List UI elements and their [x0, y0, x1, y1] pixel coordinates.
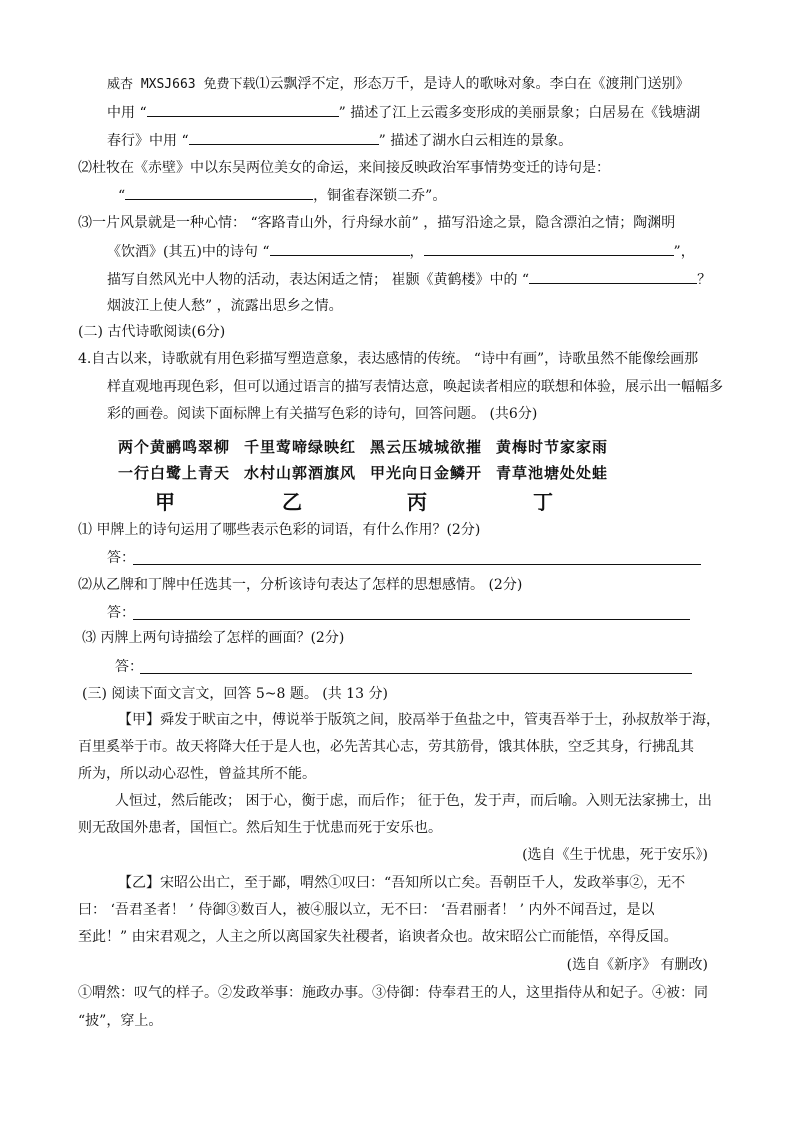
- jia-source: (选自《生于忧患，死于安乐》): [522, 847, 708, 863]
- fill-blank-2[interactable]: [189, 130, 379, 145]
- sub-question-2: ⑵从乙牌和丁牌中任选其一，分析该诗句表达了怎样的思想感情。 (2分): [78, 577, 523, 593]
- plaque-jia-line2: 一行白鹭上青天: [118, 464, 231, 482]
- q4-line3: 彩的画卷。阅读下面标牌上有关描写色彩的诗句，回答问题。 (共6分): [107, 406, 538, 422]
- q3-line5: “ ，铜雀春深锁二乔”。: [118, 185, 446, 206]
- plaque-ding-line1: 黄梅时节家家雨: [496, 438, 609, 456]
- jia-p1-line3: 所为，所以动心忍性，曾益其所不能。: [78, 766, 316, 782]
- yi-line3: 至此！” 由宋君观之，人主之所以离国家失社稷者，谄谀者众也。故宋昭公亡而能悟，卒得反国。: [78, 929, 678, 945]
- plaque-ding-line2: 青草池塘处处蛙: [496, 464, 609, 482]
- plaque-bing-line2: 甲光向日金鳞开: [370, 464, 483, 482]
- plaque-yi-line2: 水村山郭酒旗风: [244, 464, 357, 482]
- plaque-bing-label: 丙: [407, 490, 427, 514]
- plaque-ding-label: 丁: [533, 490, 553, 514]
- plaque-jia-label: 甲: [155, 490, 175, 514]
- fill-blank-4[interactable]: [270, 241, 410, 256]
- yi-source: (选自《新序》 有删改): [566, 957, 708, 973]
- fill-blank-6[interactable]: [529, 269, 697, 284]
- answer-label-2: 答：: [107, 605, 135, 621]
- sub-question-3: ⑶ 丙牌上两句诗描绘了怎样的画面？(2分): [82, 630, 345, 646]
- q3-line9: 烟波江上使人愁” ，流露出思乡之情。: [107, 298, 343, 314]
- plaque-bing-line1: 黑云压城城欲摧: [370, 438, 483, 456]
- plaque-yi-label: 乙: [282, 490, 302, 514]
- q3-line1: 威杏 MXSJ663 免费下载⑴云飘浮不定，形态万千，是诗人的歌咏对象。李白在《渡荆门送别》: [107, 76, 690, 92]
- answer-line-3[interactable]: [140, 672, 692, 674]
- answer-label-3: 答：: [115, 659, 143, 675]
- yi-line2: 曰： ‘吾君圣者！ ’ 侍御③数百人，被④服以立，无不曰： ‘吾君丽者！ ’ 内外不闻吾过，是以: [78, 902, 655, 918]
- answer-label-1: 答：: [107, 550, 135, 566]
- q3-line7: 《饮酒》(其五)中的诗句 “ ， ”，: [107, 241, 695, 262]
- notes-line2: “披”，穿上。: [78, 1013, 163, 1029]
- plaque-jia-line1: 两个黄鹂鸣翠柳: [118, 438, 231, 456]
- answer-line-1[interactable]: [133, 563, 701, 565]
- jia-p2-line1: 人恒过，然后能改； 困于心，衡于虑，而后作； 征于色，发于声，而后喻。入则无法家拂士，出: [115, 793, 712, 809]
- jia-p1-line2: 百里奚举于市。故天将降大任于是人也，必先苦其心志，劳其筋骨，饿其体肤，空乏其身，行拂乱其: [78, 739, 694, 755]
- jia-p2-line2: 则无敌国外患者，国恒亡。然后知生于忧患而死于安乐也。: [78, 820, 442, 836]
- q4-line2: 样直观地再现色彩，但可以通过语言的描写表情达意，唤起读者相应的联想和体验，展示出一幅幅多: [107, 379, 723, 395]
- notes-line1: ①喟然：叹气的样子。②发政举事：施政办事。③侍御：侍奉君王的人，这里指侍从和妃子。④被：同: [78, 985, 708, 1001]
- answer-line-2[interactable]: [133, 618, 690, 620]
- fill-blank-5[interactable]: [424, 241, 674, 256]
- q3-line3: 春行》中用 “ ” 描述了湖水白云相连的景象。: [107, 130, 572, 151]
- q3-line6: ⑶一片风景就是一种心情： “客路青山外，行舟绿水前” ，描写沿途之景，隐含漂泊之情；陶渊明: [78, 215, 676, 231]
- fill-blank-3[interactable]: [125, 185, 313, 200]
- jia-p1-line1: 【甲】舜发于畎亩之中，傅说举于版筑之间，胶鬲举于鱼盐之中，管夷吾举于士，孙叔敖举于海，: [118, 712, 720, 728]
- sub-question-1: ⑴ 甲牌上的诗句运用了哪些表示色彩的词语，有什么作用？(2分): [78, 522, 481, 538]
- plaque-yi-line1: 千里莺啼绿映红: [244, 438, 357, 456]
- section3-heading: (三) 阅读下面文言文，回答 5~8 题。 (共 13 分): [82, 686, 388, 702]
- q3-line8: 描写自然风光中人物的活动，表达闲适之情； 崔颢《黄鹤楼》中的 “ ？: [107, 269, 711, 290]
- yi-line1: 【乙】宋昭公出亡，至于鄙，喟然①叹曰：“吾知所以亡矣。吾朝臣千人，发政举事②，无不: [118, 875, 686, 891]
- section2-heading: (二) 古代诗歌阅读(6分): [78, 324, 226, 340]
- q4-line1: 4.自古以来，诗歌就有用色彩描写塑造意象，表达感情的传统。 “诗中有画”，诗歌虽然不能像绘画那: [78, 351, 699, 367]
- watermark-text: 威杏 MXSJ663 免费下载: [107, 77, 256, 92]
- fill-blank-1[interactable]: [147, 102, 339, 117]
- q3-line4: ⑵杜牧在《赤壁》中以东吴两位美女的命运，来间接反映政治军事情势变迁的诗句是：: [78, 160, 610, 176]
- q3-line2: 中用 “ ” 描述了江上云霞多变形成的美丽景象；白居易在《钱塘湖: [107, 102, 700, 123]
